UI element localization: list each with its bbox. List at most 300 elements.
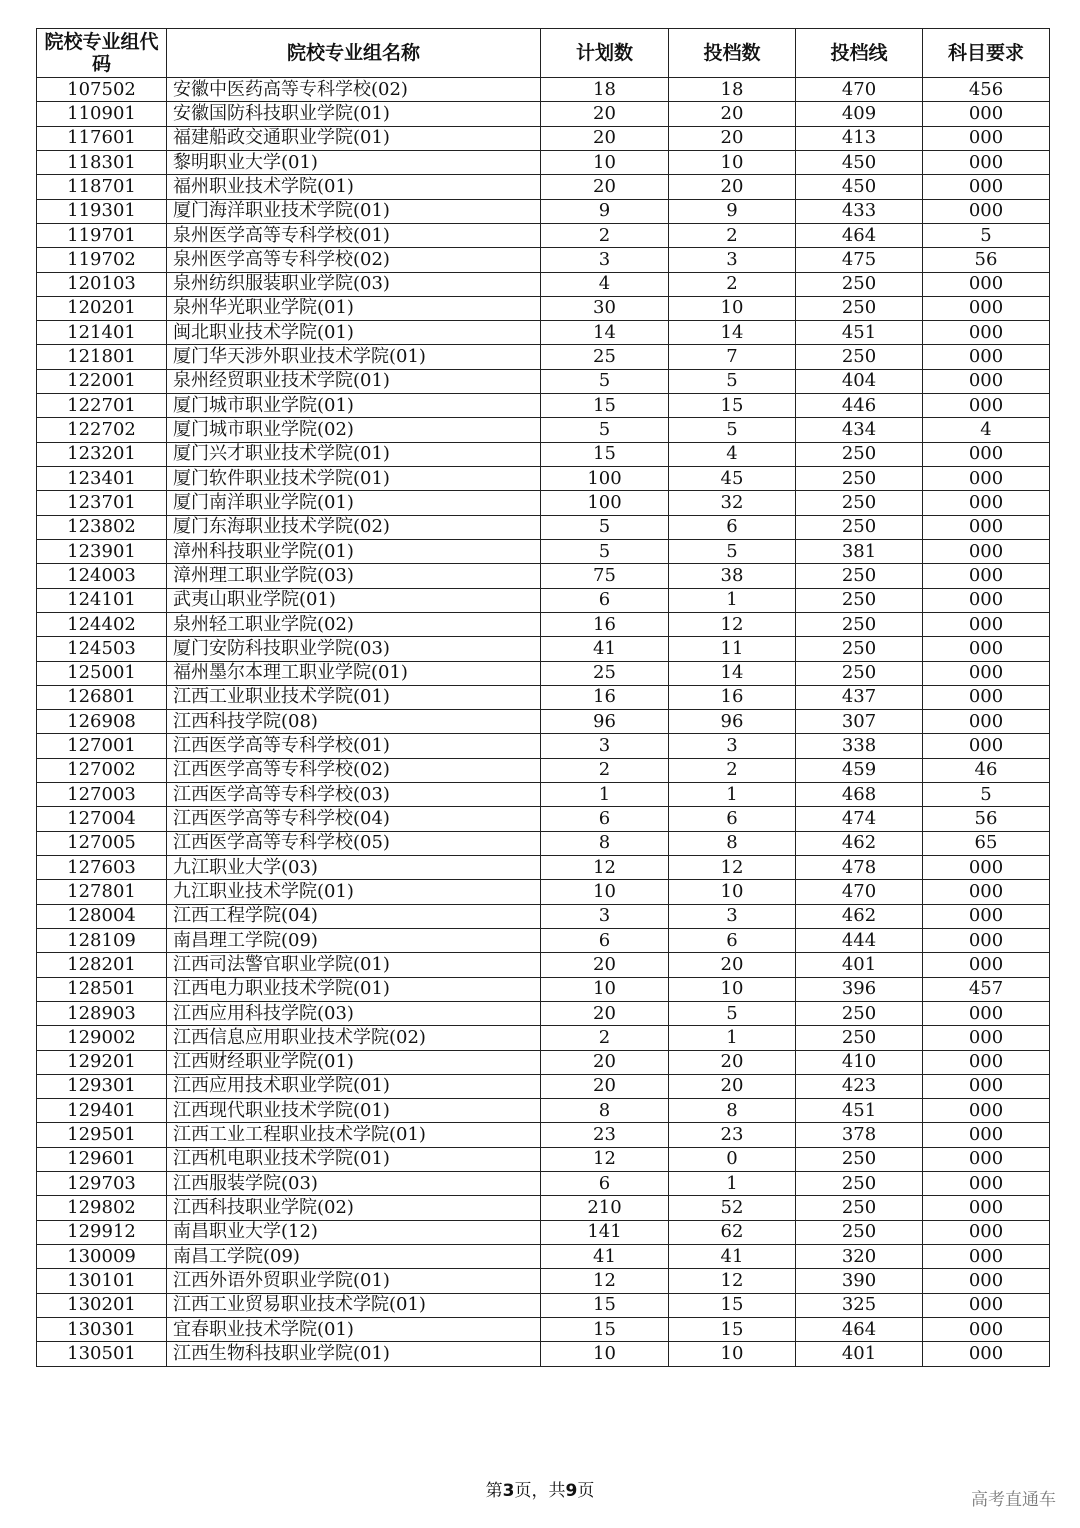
table-row (37, 612, 1050, 636)
table-row (37, 539, 1050, 563)
cell-line: 250 (796, 1026, 923, 1050)
cell-filed: 10 (669, 880, 796, 904)
cell-line: 464 (796, 1317, 923, 1341)
cell-plan: 100 (541, 467, 669, 491)
cell-code: 130009 (37, 1245, 167, 1269)
header-name: 院校专业组名称 (167, 29, 541, 78)
cell-subjects: 000 (923, 1342, 1050, 1366)
cell-filed: 16 (669, 685, 796, 709)
cell-plan: 15 (541, 442, 669, 466)
cell-subjects: 000 (923, 150, 1050, 174)
cell-name: 闽北职业技术学院(01) (167, 321, 541, 345)
cell-name: 江西科技职业学院(02) (167, 1196, 541, 1220)
cell-line: 250 (796, 612, 923, 636)
cell-code: 126908 (37, 710, 167, 734)
cell-plan: 5 (541, 515, 669, 539)
cell-plan: 8 (541, 831, 669, 855)
table-row (37, 807, 1050, 831)
cell-code: 128004 (37, 904, 167, 928)
cell-code: 127801 (37, 880, 167, 904)
cell-name: 江西服装学院(03) (167, 1172, 541, 1196)
cell-code: 127002 (37, 758, 167, 782)
cell-plan: 10 (541, 1342, 669, 1366)
cell-code: 122001 (37, 369, 167, 393)
cell-name: 南昌工学院(09) (167, 1245, 541, 1269)
table-row (37, 1026, 1050, 1050)
cell-subjects: 000 (923, 394, 1050, 418)
cell-plan: 41 (541, 637, 669, 661)
cell-name: 江西工业职业技术学院(01) (167, 685, 541, 709)
cell-subjects: 000 (923, 880, 1050, 904)
cell-name: 安徽中医药高等专科学校(02) (167, 78, 541, 102)
cell-name: 泉州医学高等专科学校(02) (167, 248, 541, 272)
cell-subjects: 000 (923, 856, 1050, 880)
cell-line: 250 (796, 1147, 923, 1171)
cell-line: 470 (796, 78, 923, 102)
cell-filed: 15 (669, 1317, 796, 1341)
cell-line: 470 (796, 880, 923, 904)
cell-filed: 45 (669, 467, 796, 491)
header-code: 院校专业组代码 (37, 29, 167, 78)
table-row (37, 223, 1050, 247)
cell-line: 250 (796, 515, 923, 539)
cell-filed: 32 (669, 491, 796, 515)
cell-subjects: 000 (923, 1026, 1050, 1050)
cell-filed: 6 (669, 807, 796, 831)
cell-code: 121401 (37, 321, 167, 345)
cell-code: 124003 (37, 564, 167, 588)
cell-line: 444 (796, 928, 923, 952)
cell-code: 129601 (37, 1147, 167, 1171)
cell-plan: 20 (541, 953, 669, 977)
cell-plan: 96 (541, 710, 669, 734)
table-body (37, 78, 1050, 1367)
cell-filed: 6 (669, 515, 796, 539)
table-row (37, 418, 1050, 442)
cell-line: 433 (796, 199, 923, 223)
cell-name: 江西现代职业技术学院(01) (167, 1099, 541, 1123)
cell-subjects: 000 (923, 734, 1050, 758)
cell-name: 泉州纺织服装职业学院(03) (167, 272, 541, 296)
cell-code: 120201 (37, 296, 167, 320)
cell-line: 474 (796, 807, 923, 831)
cell-line: 250 (796, 588, 923, 612)
table-row (37, 953, 1050, 977)
cell-line: 475 (796, 248, 923, 272)
table-row (37, 637, 1050, 661)
cell-line: 468 (796, 783, 923, 807)
cell-filed: 20 (669, 126, 796, 150)
table-row (37, 856, 1050, 880)
cell-code: 125001 (37, 661, 167, 685)
cell-subjects: 000 (923, 1245, 1050, 1269)
cell-line: 464 (796, 223, 923, 247)
table-row (37, 588, 1050, 612)
cell-line: 378 (796, 1123, 923, 1147)
cell-plan: 8 (541, 1099, 669, 1123)
footer-suffix: 页 (577, 1481, 595, 1501)
cell-line: 250 (796, 1196, 923, 1220)
table-row (37, 661, 1050, 685)
cell-line: 459 (796, 758, 923, 782)
cell-plan: 20 (541, 102, 669, 126)
table-row (37, 1317, 1050, 1341)
cell-filed: 15 (669, 394, 796, 418)
cell-code: 128201 (37, 953, 167, 977)
table-row (37, 1001, 1050, 1025)
table-row (37, 272, 1050, 296)
cell-plan: 2 (541, 758, 669, 782)
cell-plan: 3 (541, 734, 669, 758)
cell-subjects: 5 (923, 223, 1050, 247)
cell-subjects: 000 (923, 467, 1050, 491)
cell-code: 128903 (37, 1001, 167, 1025)
table-row (37, 296, 1050, 320)
cell-plan: 141 (541, 1220, 669, 1244)
cell-name: 九江职业技术学院(01) (167, 880, 541, 904)
cell-filed: 9 (669, 199, 796, 223)
cell-name: 江西信息应用职业技术学院(02) (167, 1026, 541, 1050)
table-row (37, 1147, 1050, 1171)
cell-filed: 3 (669, 734, 796, 758)
cell-code: 120103 (37, 272, 167, 296)
table-row (37, 78, 1050, 102)
table-row (37, 783, 1050, 807)
cell-plan: 1 (541, 783, 669, 807)
cell-filed: 14 (669, 321, 796, 345)
table-row (37, 685, 1050, 709)
cell-name: 厦门软件职业技术学院(01) (167, 467, 541, 491)
cell-subjects: 000 (923, 928, 1050, 952)
cell-subjects: 000 (923, 1147, 1050, 1171)
cell-filed: 10 (669, 296, 796, 320)
cell-subjects: 000 (923, 685, 1050, 709)
cell-subjects: 56 (923, 248, 1050, 272)
cell-plan: 15 (541, 1317, 669, 1341)
header-subjects: 科目要求 (923, 29, 1050, 78)
cell-filed: 11 (669, 637, 796, 661)
cell-code: 123802 (37, 515, 167, 539)
cell-code: 123901 (37, 539, 167, 563)
cell-subjects: 000 (923, 102, 1050, 126)
cell-line: 462 (796, 904, 923, 928)
footer-page-number: 3 (502, 1481, 515, 1501)
cell-name: 厦门南洋职业学院(01) (167, 491, 541, 515)
cell-code: 127005 (37, 831, 167, 855)
cell-subjects: 000 (923, 710, 1050, 734)
cell-subjects: 000 (923, 661, 1050, 685)
cell-name: 江西医学高等专科学校(02) (167, 758, 541, 782)
cell-code: 119301 (37, 199, 167, 223)
cell-subjects: 000 (923, 953, 1050, 977)
cell-filed: 41 (669, 1245, 796, 1269)
cell-plan: 210 (541, 1196, 669, 1220)
cell-subjects: 000 (923, 1172, 1050, 1196)
cell-code: 129301 (37, 1074, 167, 1098)
cell-filed: 1 (669, 1026, 796, 1050)
cell-name: 江西医学高等专科学校(05) (167, 831, 541, 855)
cell-plan: 5 (541, 418, 669, 442)
cell-name: 厦门海洋职业技术学院(01) (167, 199, 541, 223)
cell-subjects: 46 (923, 758, 1050, 782)
cell-subjects: 000 (923, 612, 1050, 636)
cell-filed: 62 (669, 1220, 796, 1244)
cell-name: 江西工业工程职业技术学院(01) (167, 1123, 541, 1147)
admissions-table (36, 28, 1050, 1367)
cell-subjects: 000 (923, 175, 1050, 199)
cell-plan: 6 (541, 928, 669, 952)
cell-plan: 41 (541, 1245, 669, 1269)
cell-subjects: 000 (923, 1196, 1050, 1220)
table-row (37, 321, 1050, 345)
cell-line: 320 (796, 1245, 923, 1269)
cell-subjects: 000 (923, 1220, 1050, 1244)
cell-filed: 12 (669, 1269, 796, 1293)
cell-plan: 10 (541, 977, 669, 1001)
cell-plan: 12 (541, 1147, 669, 1171)
cell-subjects: 000 (923, 1050, 1050, 1074)
cell-filed: 2 (669, 223, 796, 247)
cell-line: 325 (796, 1293, 923, 1317)
cell-subjects: 000 (923, 515, 1050, 539)
cell-code: 126801 (37, 685, 167, 709)
cell-plan: 20 (541, 175, 669, 199)
cell-filed: 20 (669, 175, 796, 199)
cell-name: 江西电力职业技术学院(01) (167, 977, 541, 1001)
cell-code: 122701 (37, 394, 167, 418)
cell-filed: 1 (669, 783, 796, 807)
cell-plan: 5 (541, 539, 669, 563)
cell-name: 江西工业贸易职业技术学院(01) (167, 1293, 541, 1317)
cell-line: 381 (796, 539, 923, 563)
footer-middle: 页，共 (514, 1481, 566, 1501)
cell-code: 129912 (37, 1220, 167, 1244)
cell-line: 250 (796, 272, 923, 296)
cell-name: 泉州轻工职业学院(02) (167, 612, 541, 636)
cell-code: 129002 (37, 1026, 167, 1050)
cell-filed: 20 (669, 102, 796, 126)
cell-filed: 1 (669, 1172, 796, 1196)
cell-line: 413 (796, 126, 923, 150)
cell-plan: 100 (541, 491, 669, 515)
cell-plan: 16 (541, 612, 669, 636)
cell-filed: 3 (669, 248, 796, 272)
cell-filed: 38 (669, 564, 796, 588)
cell-code: 130101 (37, 1269, 167, 1293)
cell-name: 厦门东海职业技术学院(02) (167, 515, 541, 539)
cell-code: 129703 (37, 1172, 167, 1196)
table-row (37, 175, 1050, 199)
cell-subjects: 4 (923, 418, 1050, 442)
table-row (37, 564, 1050, 588)
cell-plan: 15 (541, 394, 669, 418)
table-row (37, 880, 1050, 904)
cell-line: 410 (796, 1050, 923, 1074)
cell-subjects: 000 (923, 272, 1050, 296)
cell-plan: 6 (541, 588, 669, 612)
cell-name: 九江职业大学(03) (167, 856, 541, 880)
cell-line: 307 (796, 710, 923, 734)
cell-name: 江西财经职业学院(01) (167, 1050, 541, 1074)
cell-name: 厦门安防科技职业学院(03) (167, 637, 541, 661)
cell-plan: 16 (541, 685, 669, 709)
cell-filed: 10 (669, 977, 796, 1001)
cell-plan: 20 (541, 1050, 669, 1074)
table-row (37, 126, 1050, 150)
cell-name: 江西机电职业技术学院(01) (167, 1147, 541, 1171)
cell-code: 107502 (37, 78, 167, 102)
cell-name: 福建船政交通职业学院(01) (167, 126, 541, 150)
header-filed: 投档数 (669, 29, 796, 78)
cell-filed: 5 (669, 539, 796, 563)
cell-name: 江西科技学院(08) (167, 710, 541, 734)
table-row (37, 1050, 1050, 1074)
cell-subjects: 000 (923, 296, 1050, 320)
cell-filed: 6 (669, 928, 796, 952)
cell-line: 396 (796, 977, 923, 1001)
cell-line: 250 (796, 564, 923, 588)
cell-name: 泉州华光职业学院(01) (167, 296, 541, 320)
cell-code: 123401 (37, 467, 167, 491)
cell-filed: 8 (669, 831, 796, 855)
cell-code: 118301 (37, 150, 167, 174)
cell-code: 117601 (37, 126, 167, 150)
cell-subjects: 56 (923, 807, 1050, 831)
cell-name: 漳州理工职业学院(03) (167, 564, 541, 588)
cell-name: 福州职业技术学院(01) (167, 175, 541, 199)
cell-plan: 2 (541, 1026, 669, 1050)
table-row (37, 1074, 1050, 1098)
cell-subjects: 5 (923, 783, 1050, 807)
cell-line: 446 (796, 394, 923, 418)
cell-code: 124101 (37, 588, 167, 612)
table-row (37, 1293, 1050, 1317)
cell-code: 123701 (37, 491, 167, 515)
cell-plan: 12 (541, 1269, 669, 1293)
cell-line: 423 (796, 1074, 923, 1098)
cell-filed: 12 (669, 612, 796, 636)
table-row (37, 710, 1050, 734)
cell-subjects: 000 (923, 491, 1050, 515)
table-row (37, 1099, 1050, 1123)
cell-filed: 7 (669, 345, 796, 369)
cell-name: 江西应用科技学院(03) (167, 1001, 541, 1025)
table-row (37, 1269, 1050, 1293)
cell-line: 450 (796, 175, 923, 199)
cell-line: 451 (796, 1099, 923, 1123)
cell-subjects: 000 (923, 1269, 1050, 1293)
cell-line: 401 (796, 953, 923, 977)
cell-subjects: 000 (923, 1123, 1050, 1147)
cell-subjects: 456 (923, 78, 1050, 102)
cell-name: 厦门城市职业学院(01) (167, 394, 541, 418)
cell-line: 404 (796, 369, 923, 393)
cell-name: 宜春职业技术学院(01) (167, 1317, 541, 1341)
cell-code: 127003 (37, 783, 167, 807)
cell-subjects: 000 (923, 1099, 1050, 1123)
table-row (37, 1342, 1050, 1366)
header-plan: 计划数 (541, 29, 669, 78)
cell-plan: 4 (541, 272, 669, 296)
cell-line: 250 (796, 1172, 923, 1196)
cell-filed: 2 (669, 758, 796, 782)
cell-name: 江西生物科技职业学院(01) (167, 1342, 541, 1366)
table-row (37, 1245, 1050, 1269)
footer-total-pages: 9 (565, 1481, 578, 1501)
cell-code: 129501 (37, 1123, 167, 1147)
cell-code: 128501 (37, 977, 167, 1001)
cell-line: 250 (796, 1001, 923, 1025)
cell-line: 250 (796, 661, 923, 685)
cell-filed: 2 (669, 272, 796, 296)
cell-name: 武夷山职业学院(01) (167, 588, 541, 612)
cell-subjects: 000 (923, 588, 1050, 612)
table-row (37, 102, 1050, 126)
cell-line: 450 (796, 150, 923, 174)
cell-plan: 15 (541, 1293, 669, 1317)
cell-code: 118701 (37, 175, 167, 199)
cell-line: 390 (796, 1269, 923, 1293)
cell-filed: 20 (669, 953, 796, 977)
page-footer (0, 1476, 1080, 1501)
cell-plan: 10 (541, 880, 669, 904)
cell-filed: 5 (669, 369, 796, 393)
cell-code: 119701 (37, 223, 167, 247)
cell-filed: 0 (669, 1147, 796, 1171)
cell-line: 451 (796, 321, 923, 345)
table-row (37, 394, 1050, 418)
cell-line: 401 (796, 1342, 923, 1366)
cell-filed: 18 (669, 78, 796, 102)
cell-line: 462 (796, 831, 923, 855)
cell-name: 黎明职业大学(01) (167, 150, 541, 174)
cell-subjects: 000 (923, 1293, 1050, 1317)
cell-filed: 10 (669, 150, 796, 174)
cell-code: 124503 (37, 637, 167, 661)
cell-line: 250 (796, 491, 923, 515)
cell-name: 南昌理工学院(09) (167, 928, 541, 952)
cell-line: 478 (796, 856, 923, 880)
cell-line: 250 (796, 296, 923, 320)
cell-filed: 20 (669, 1074, 796, 1098)
watermark: 高考直通车 (971, 1490, 1056, 1510)
cell-plan: 12 (541, 856, 669, 880)
cell-filed: 20 (669, 1050, 796, 1074)
cell-plan: 2 (541, 223, 669, 247)
cell-code: 129201 (37, 1050, 167, 1074)
cell-plan: 6 (541, 807, 669, 831)
cell-code: 130501 (37, 1342, 167, 1366)
cell-plan: 9 (541, 199, 669, 223)
table-row (37, 150, 1050, 174)
cell-line: 250 (796, 345, 923, 369)
cell-plan: 20 (541, 126, 669, 150)
cell-code: 129401 (37, 1099, 167, 1123)
cell-subjects: 000 (923, 637, 1050, 661)
table-row (37, 345, 1050, 369)
cell-plan: 14 (541, 321, 669, 345)
cell-filed: 12 (669, 856, 796, 880)
cell-code: 123201 (37, 442, 167, 466)
cell-filed: 96 (669, 710, 796, 734)
cell-subjects: 000 (923, 1074, 1050, 1098)
cell-name: 江西医学高等专科学校(04) (167, 807, 541, 831)
cell-line: 250 (796, 467, 923, 491)
cell-line: 437 (796, 685, 923, 709)
cell-plan: 25 (541, 345, 669, 369)
cell-line: 250 (796, 1220, 923, 1244)
cell-name: 厦门城市职业学院(02) (167, 418, 541, 442)
